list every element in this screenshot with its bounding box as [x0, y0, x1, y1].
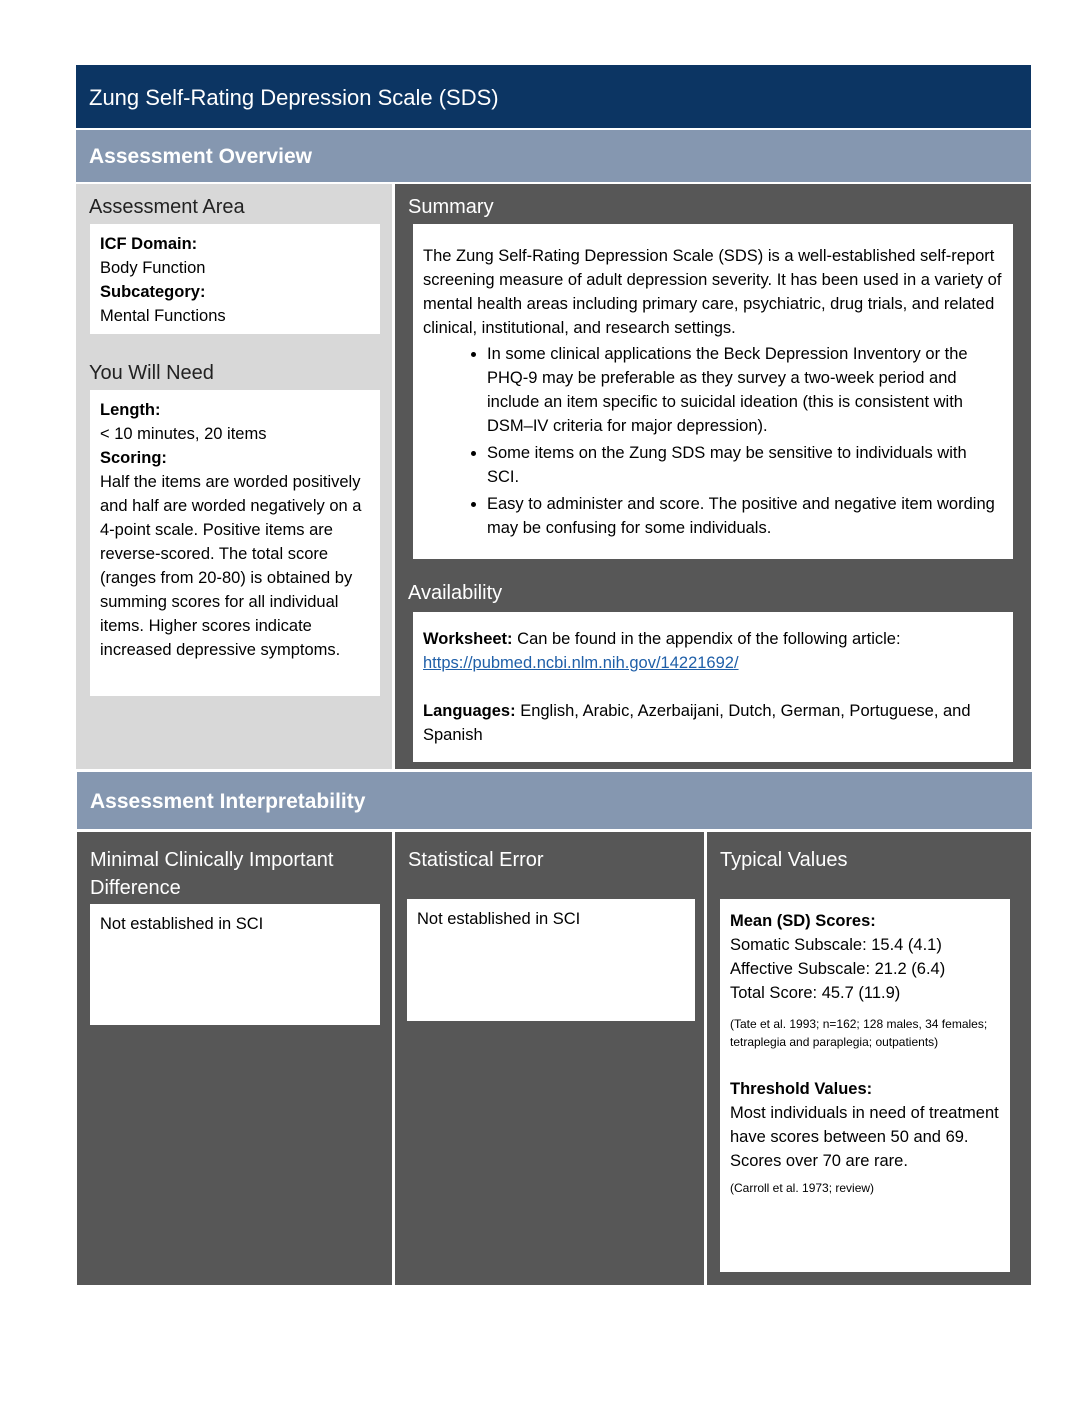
overview-left-column: [76, 184, 392, 769]
page-title: Zung Self-Rating Depression Scale (SDS): [76, 65, 1031, 128]
you-will-need-heading: You Will Need: [89, 362, 214, 384]
typical-values-heading: Typical Values: [720, 849, 848, 871]
assessment-overview-header: Assessment Overview: [76, 130, 1031, 182]
mcid-heading: Minimal Clinically Important Difference: [90, 849, 334, 899]
statistical-error-column: [395, 832, 704, 1285]
assessment-interpretability-header: Assessment Interpretability: [77, 772, 1032, 829]
availability-box: [413, 612, 1013, 762]
length-label: Length:: [100, 401, 161, 419]
you-will-need-box: [90, 390, 380, 696]
typical-values-box: [720, 899, 1010, 1272]
summary-bullet: • Some items on the Zung SDS may be sensitive to individuals with SCI.: [487, 441, 1003, 489]
overview-right-column: [395, 184, 1031, 769]
somatic-subscale: Somatic Subscale: 15.4 (4.1): [730, 936, 942, 954]
languages-line: [423, 699, 1003, 747]
mean-scores-label: Mean (SD) Scores:: [730, 912, 876, 930]
summary-heading: Summary: [408, 196, 494, 218]
threshold-citation: (Carroll et al. 1973; review): [730, 1181, 875, 1195]
length-value: < 10 minutes, 20 items: [100, 425, 267, 443]
scoring-label: Scoring:: [100, 449, 167, 467]
mcid-box: [90, 904, 380, 1025]
statistical-error-heading: Statistical Error: [408, 849, 544, 871]
worksheet-label: Worksheet:: [423, 630, 513, 648]
worksheet-text: Can be found in the appendix of the following article:: [512, 630, 901, 648]
scoring-value: Half the items are worded positively and half are worded negatively on a 4-point scale. Positive items are reverse-scored. The total score (ranges from 20-80) is obtained by summing scores for all individual items. Higher scores indicate increased depressive symptoms.: [100, 473, 362, 659]
total-score: Total Score: 45.7 (11.9): [730, 984, 901, 1002]
assessment-area-heading: Assessment Area: [89, 196, 245, 218]
icf-domain-value: Body Function: [100, 259, 206, 277]
summary-bullet-list: [423, 342, 1003, 540]
languages-text: English, Arabic, Azerbaijani, Dutch, German, Portuguese, and Spanish: [423, 702, 971, 744]
threshold-text: Most individuals in need of treatment have scores between 50 and 69. Scores over 70 are rare.: [730, 1104, 999, 1170]
statistical-error-value: Not established in SCI: [417, 910, 581, 928]
mcid-column: [77, 832, 392, 1285]
icf-domain-label: ICF Domain:: [100, 235, 198, 253]
summary-bullet: • In some clinical applications the Beck Depression Inventory or the PHQ-9 may be preferable as they survey a two-week period and include an item specific to suicidal ideation (this is consistent with DSM–IV criteria for major depression).: [487, 342, 1003, 438]
subcategory-value: Mental Functions: [100, 307, 226, 325]
summary-box: [413, 224, 1013, 559]
summary-bullet: • Easy to administer and score. The positive and negative item wording may be confusing for some individuals.: [487, 492, 1003, 540]
statistical-error-box: [407, 899, 695, 1021]
affective-subscale: Affective Subscale: 21.2 (6.4): [730, 960, 946, 978]
subcategory-label: Subcategory:: [100, 283, 206, 301]
worksheet-link[interactable]: https://pubmed.ncbi.nlm.nih.gov/14221692/: [423, 654, 739, 672]
typical-values-column: [707, 832, 1031, 1285]
summary-intro: The Zung Self-Rating Depression Scale (SDS) is a well-established self-report screening measure of adult depression severity. It has been used in a variety of mental health areas including primary care, psychiatric, drug trials, and related clinical, institutional, and research settings.: [423, 247, 1002, 337]
threshold-label: Threshold Values:: [730, 1080, 873, 1098]
availability-heading: Availability: [408, 582, 503, 604]
mcid-value: Not established in SCI: [100, 915, 264, 933]
worksheet-line: [423, 627, 1003, 651]
languages-label: Languages:: [423, 702, 516, 720]
mean-citation: (Tate et al. 1993; n=162; 128 males, 34 females; tetraplegia and paraplegia; outpatients): [730, 1017, 988, 1049]
assessment-area-box: [90, 224, 380, 334]
